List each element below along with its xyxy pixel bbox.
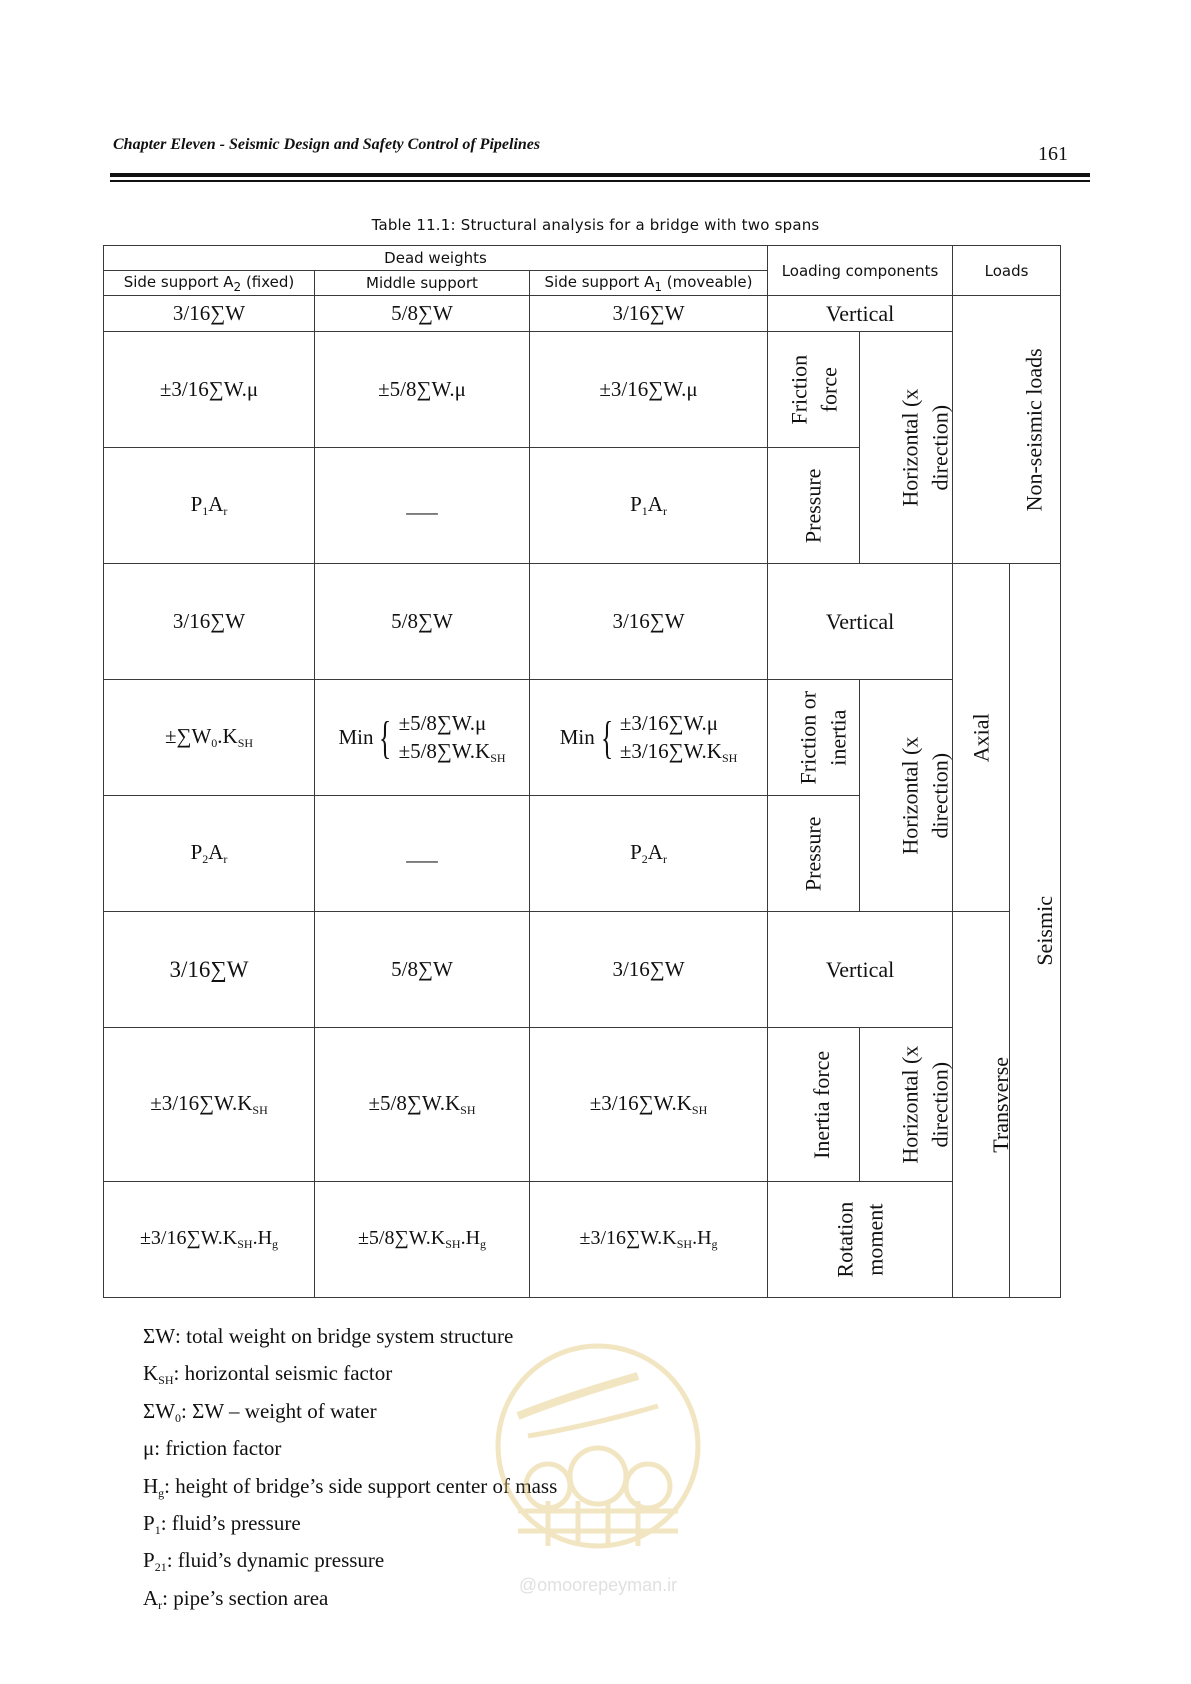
- note-item: $K_{SH}$: horizontal seismic factor: [143, 1361, 393, 1388]
- r5-side-a2: $\pm\sum W_0.K_{SH}$: [104, 680, 315, 796]
- r3-side-a2: $P_1A_r$: [104, 448, 315, 564]
- r4-component: Vertical: [768, 564, 953, 680]
- header-rule-thin: [110, 180, 1090, 182]
- r9-middle: $\pm 5/8\sum W.K_{SH}.H_g$: [315, 1182, 530, 1298]
- note-item: $P_1$: fluid’s pressure: [143, 1511, 301, 1538]
- r3-middle: ___: [315, 448, 530, 564]
- r6-side-a2: $P_2A_r$: [104, 796, 315, 912]
- r1-side-a2: 3/16∑W: [104, 296, 315, 332]
- r9-component: Rotation moment: [768, 1182, 953, 1298]
- r8-component: Inertia force: [768, 1028, 860, 1182]
- r4-side-a1: 3/16∑W: [530, 564, 768, 680]
- header-middle-support: Middle support: [315, 271, 530, 296]
- table-caption: Table 11.1: Structural analysis for a bridge with two spans: [371, 216, 820, 234]
- r5-side-a1: Min { ±3/16∑W.μ $\pm 3/16\sum W.K_{SH}$: [530, 680, 768, 796]
- header-dead-weights: Dead weights: [104, 246, 768, 271]
- r8-direction: Horizontal (x direction): [860, 1028, 953, 1182]
- r7-side-a2: 3/16∑W: [104, 912, 315, 1028]
- note-item: $\Sigma W_0$: ΣW – weight of water: [143, 1398, 377, 1425]
- note-item: $A_r$: pipe’s section area: [143, 1585, 329, 1612]
- r2-middle: ±5/8∑W.μ: [315, 332, 530, 448]
- note-item: μ: friction factor: [143, 1436, 282, 1461]
- r1-side-a1: 3/16∑W: [530, 296, 768, 332]
- watermark-seal-icon: [488, 1336, 708, 1598]
- r8-side-a2: $\pm 3/16\sum W.K_{SH}$: [104, 1028, 315, 1182]
- loads-axial: Axial: [953, 564, 1010, 912]
- loads-seismic: Seismic: [1010, 564, 1061, 1298]
- r2-side-a1: ±3/16∑W.μ: [530, 332, 768, 448]
- structural-analysis-table: [103, 245, 1061, 1298]
- r3-component: Pressure: [768, 448, 860, 564]
- header-loading-components: Loading components: [768, 246, 953, 296]
- r6-side-a1: $P_2A_r$: [530, 796, 768, 912]
- r5-component: Friction or inertia: [768, 680, 860, 796]
- r8-side-a1: $\pm 3/16\sum W.K_{SH}$: [530, 1028, 768, 1182]
- r3-side-a1: $P_1A_r$: [530, 448, 768, 564]
- loads-non-seismic: Non-seismic loads: [953, 296, 1061, 564]
- page-number: 161: [1038, 143, 1068, 165]
- r7-component: Vertical: [768, 912, 953, 1028]
- note-item: $H_g$: height of bridge’s side support center of mass: [143, 1473, 558, 1500]
- r1-component: Vertical: [768, 296, 953, 332]
- r1-middle: 5/8∑W: [315, 296, 530, 332]
- r9-side-a2: $\pm 3/16\sum W.K_{SH}.H_g$: [104, 1182, 315, 1298]
- r6-component: Pressure: [768, 796, 860, 912]
- r7-middle: 5/8∑W: [315, 912, 530, 1028]
- r2-direction: Horizontal (x direction): [860, 332, 953, 564]
- r8-middle: $\pm 5/8\sum W.K_{SH}$: [315, 1028, 530, 1182]
- r2-component: Friction force: [768, 332, 860, 448]
- header-rule-thick: [110, 173, 1090, 177]
- header-side-support-a1: Side support $A_1$ (moveable): [530, 271, 768, 296]
- note-item: $P_{21}$: fluid’s dynamic pressure: [143, 1548, 385, 1575]
- running-title: Chapter Eleven - Seismic Design and Safety Control of Pipelines: [113, 136, 541, 153]
- r7-side-a1: 3/16∑W: [530, 912, 768, 1028]
- watermark-url: @omoorepeyman.ir: [518, 1575, 678, 1595]
- r4-side-a2: 3/16∑W: [104, 564, 315, 680]
- header-loads: Loads: [953, 246, 1061, 296]
- r5-middle: Min { ±5/8∑W.μ $\pm 5/8\sum W.K_{SH}$: [315, 680, 530, 796]
- r4-middle: 5/8∑W: [315, 564, 530, 680]
- loads-transverse: Transverse: [953, 912, 1010, 1298]
- r2-side-a2: ±3/16∑W.μ: [104, 332, 315, 448]
- header-side-support-a2: Side support $A_2$ (fixed): [104, 271, 315, 296]
- r5-direction: Horizontal (x direction): [860, 680, 953, 912]
- r9-side-a1: $\pm 3/16\sum W.K_{SH}.H_g$: [530, 1182, 768, 1298]
- note-item: ΣW: total weight on bridge system structure: [143, 1324, 514, 1348]
- r6-middle: ___: [315, 796, 530, 912]
